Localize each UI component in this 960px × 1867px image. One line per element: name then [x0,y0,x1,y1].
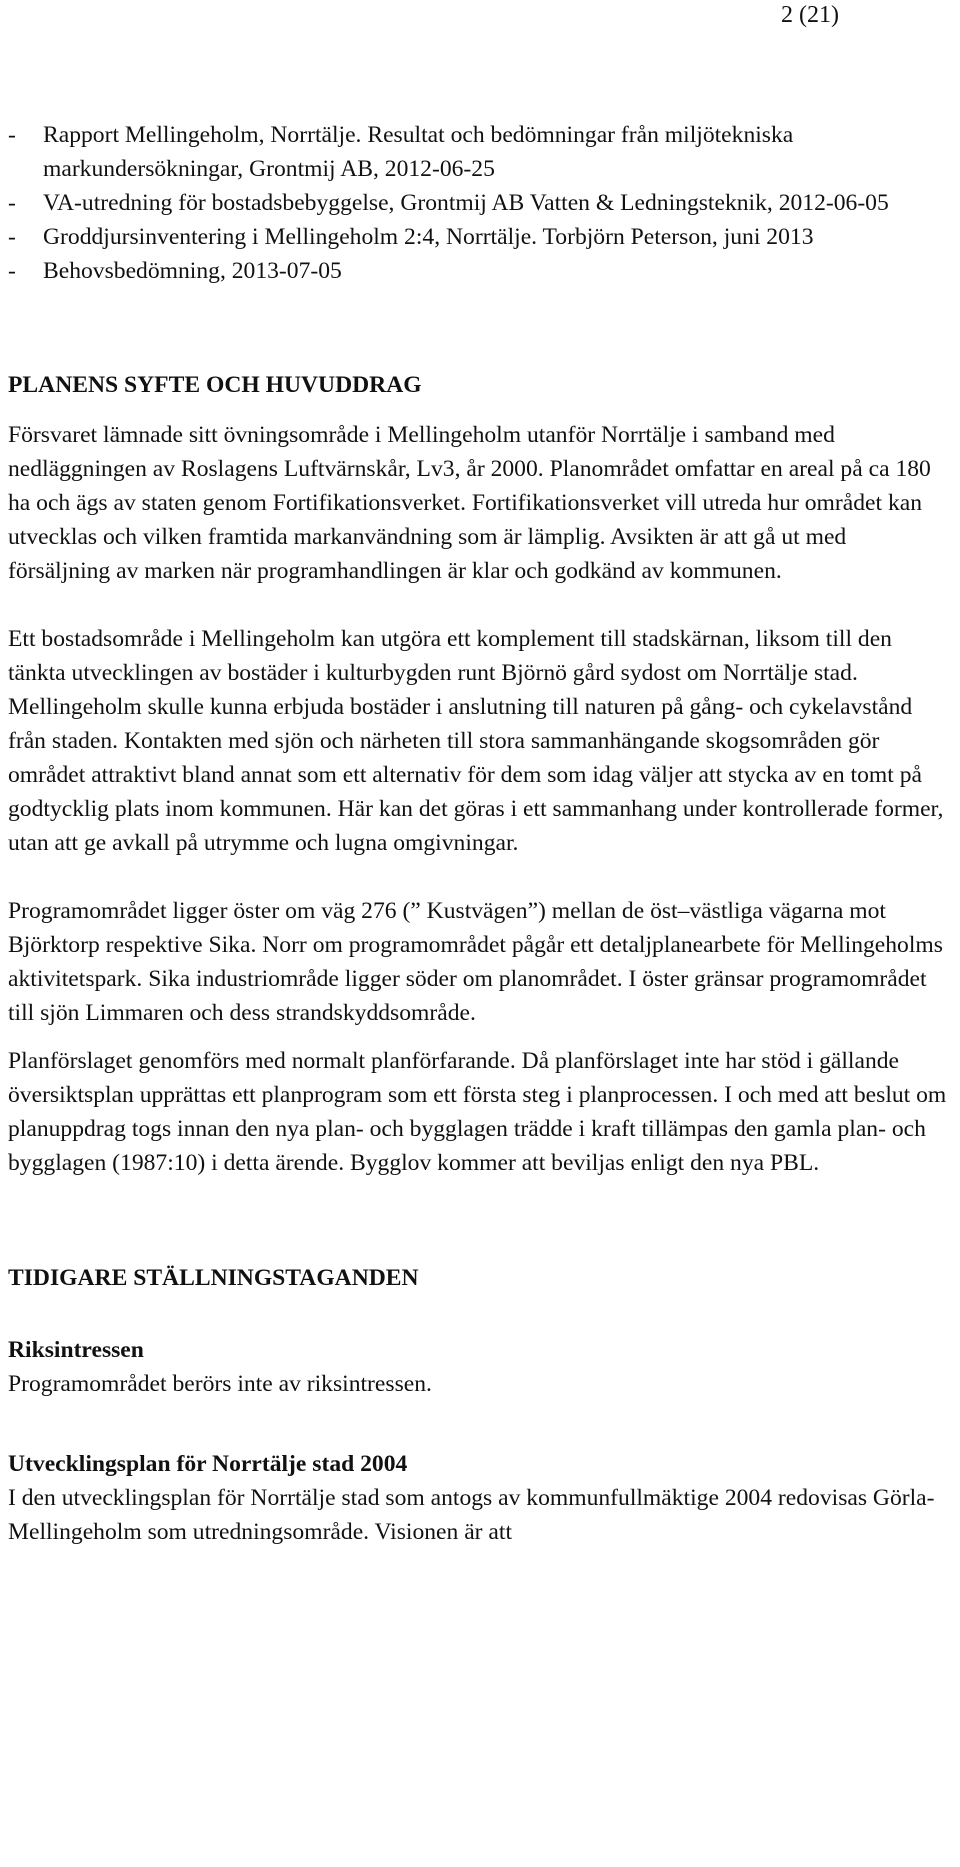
paragraph: Programområdet ligger öster om väg 276 (” Kustvägen”) mellan de öst–västliga vägarna mot Björktorp respektive Sika. Norr om programområdet pågår ett detaljplanearbete för Mellingeholms aktivitetspark. Sika industriområde ligger söder om planområdet. I öster gränsar programområdet till sjön Limmaren och dess strandskyddsområde. [8,898,943,1026]
reference-text: Behovsbedömning, 2013-07-05 [43,258,342,284]
list-dash: - [8,122,16,148]
section-heading-tidigare-stallningstaganden: TIDIGARE STÄLLNINGSTAGANDEN [8,1265,419,1291]
page-number: 2 (21) [781,2,839,28]
subheading-utvecklingsplan: Utvecklingsplan för Norrtälje stad 2004 [8,1451,408,1477]
reference-item [8,118,953,186]
section-heading-planens-syfte: PLANENS SYFTE OCH HUVUDDRAG [8,372,422,398]
paragraph: Programområdet berörs inte av riksintressen. [8,1371,432,1397]
document-body [8,118,953,1549]
subheading-riksintressen: Riksintressen [8,1337,144,1363]
reference-text: Groddjursinventering i Mellingeholm 2:4, Norrtälje. Torbjörn Peterson, juni 2013 [43,224,814,250]
paragraph: Planförslaget genomförs med normalt planförfarande. Då planförslaget inte har stöd i gällande översiktsplan upprättas ett planprogram som ett första steg i planprocessen. I och med att beslut om planuppdrag togs innan den nya plan- och bygglagen trädde i kraft tillämpas den gamla plan- och bygglagen (1987:10) i detta ärende. Bygglov kommer att beviljas enligt den nya PBL. [8,1048,947,1176]
paragraph: Försvaret lämnade sitt övningsområde i Mellingeholm utanför Norrtälje i samband med nedläggningen av Roslagens Luftvärnskår, Lv3, år 2000. Planområdet omfattar en areal på ca 180 ha och ägs av staten genom Fortifikationsverket. Fortifikationsverket vill utreda hur området kan utvecklas och vilken framtida markanvändning som är lämplig. Avsikten är att gå ut med försäljning av marken när programhandlingen är klar och godkänd av kommunen. [8,422,931,584]
list-dash: - [8,190,16,216]
list-dash: - [8,224,16,250]
paragraph: Ett bostadsområde i Mellingeholm kan utgöra ett komplement till stadskärnan, liksom till den tänkta utvecklingen av bostäder i kulturbygden runt Björnö gård sydost om Norrtälje stad. Mellingeholm skulle kunna erbjuda bostäder i anslutning till naturen på gång- och cykelavstånd från staden. Kontakten med sjön och närheten till stora sammanhängande skogsområden gör området attraktivt bland annat som ett alternativ för dem som idag väljer att stycka av en tomt på godtycklig plats inom kommunen. Här kan det göras i ett sammanhang under kontrollerade former, utan att ge avkall på utrymme och lugna omgivningar. [8,626,944,856]
reference-text: Rapport Mellingeholm, Norrtälje. Resultat och bedömningar från miljötekniska markundersökningar, Grontmij AB, 2012-06-25 [43,122,794,182]
reference-item [8,254,953,288]
reference-list [8,118,953,288]
reference-text: VA-utredning för bostadsbebyggelse, Grontmij AB Vatten & Ledningsteknik, 2012-06-05 [43,190,889,216]
reference-item [8,186,953,220]
paragraph: I den utvecklingsplan för Norrtälje stad som antogs av kommunfullmäktige 2004 redovisas Görla-Mellingeholm som utredningsområde. Visionen är att [8,1485,935,1545]
reference-item [8,220,953,254]
list-dash: - [8,258,16,284]
